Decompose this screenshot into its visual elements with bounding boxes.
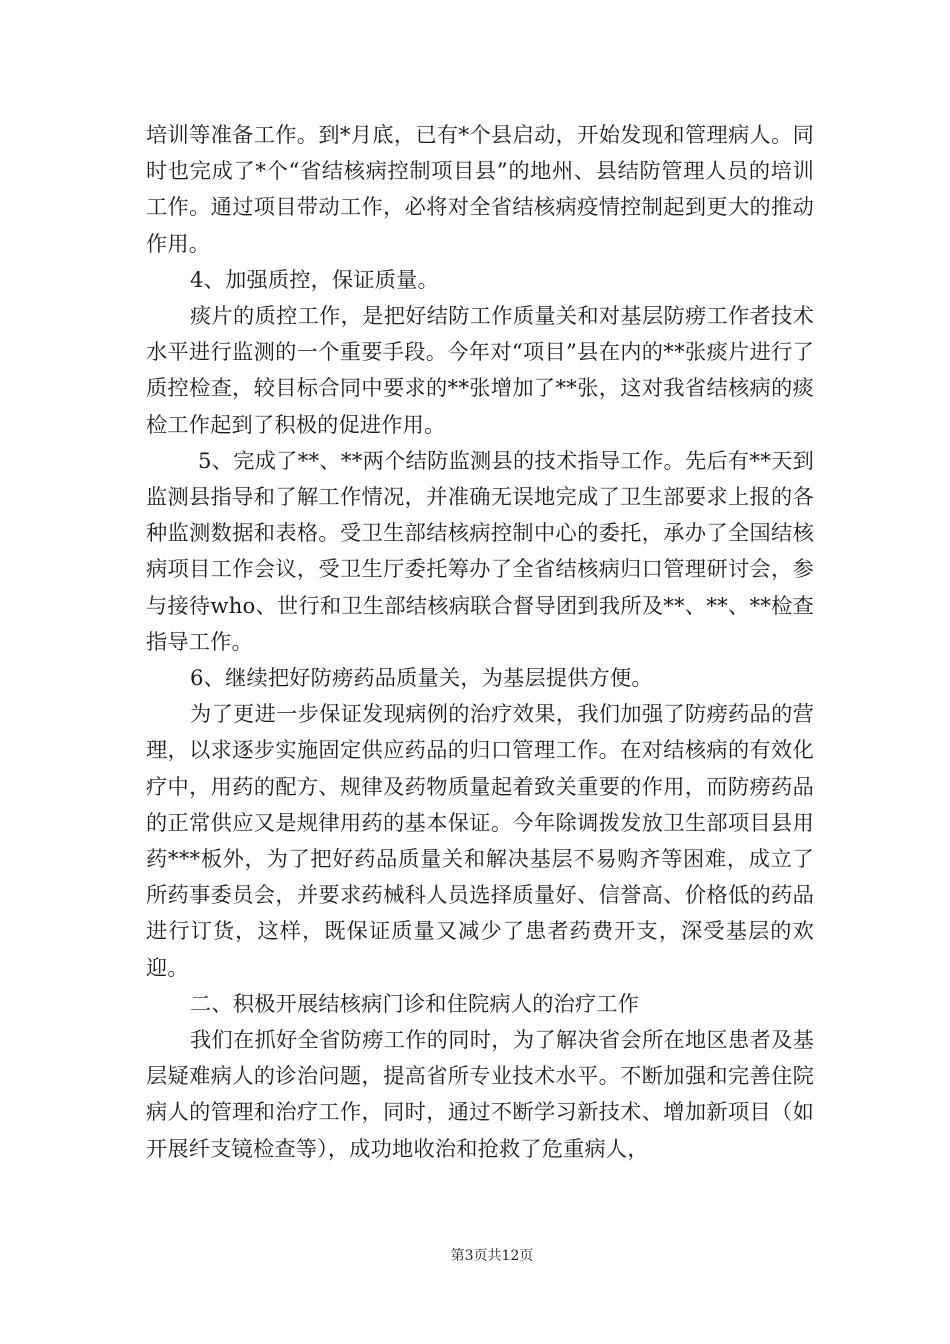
paragraph-monitoring-counties: 5、完成了**、**两个结防监测县的技术指导工作。先后有**天到监测县指导和了解工作情况，并准确无误地完成了卫生部要求上报的各种监测数据和表格。受卫生部结核病控制中心的委托，承办了全国结核病项目工作会议，受卫生厅委托筹办了全省结核病归口管理研讨会，参与接待who、世行和卫生部结核病联合督导团到我所及**、**、**检查指导工作。 — [146, 447, 814, 654]
paragraph-drug-management: 为了更进一步保证发现病例的治疗效果，我们加强了防痨药品的营理，以求逐步实施固定供应药品的归口管理工作。在对结核病的有效化疗中，用药的配方、规律及药物质量起着致关重要的作用，而防痨药品的正常供应又是规律用药的基本保证。今年除调拨发放卫生部项目县用药***板外，为了把好药品质量关和解决基层不易购齐等困难，成立了所药事委员会，并要求药械科人员选择质量好、信誉高、价格低的药品进行订货，这样，既保证质量又减少了患者药费开支，深受基层的欢迎。 — [146, 701, 814, 980]
document-body — [146, 117, 814, 1167]
heading-quality-control: 4、加强质控，保证质量。 — [190, 266, 439, 292]
paragraph-inpatient-care: 我们在抓好全省防痨工作的同时，为了解决省会所在地区患者及基层疑难病人的诊治问题，提高省所专业技术水平。不断加强和完善住院病人的管理和治疗工作，同时，通过不断学习新技术、增加新项目（如开展纤支镜检查等），成功地收治和抢救了危重病人， — [146, 1027, 814, 1161]
paragraph-sputum-qc: 痰片的质控工作，是把好结防工作质量关和对基层防痨工作者技术水平进行监测的一个重要手段。今年对“项目”县在内的**张痰片进行了质控检查，较目标合同中要求的**张增加了**张，这对我省结核病的痰检工作起到了积极的促进作用。 — [146, 303, 814, 437]
paragraph-training-summary: 培训等准备工作。到*月底，已有*个县启动，开始发现和管理病人。同时也完成了*个“省结核病控制项目县”的地州、县结防管理人员的培训工作。通过项目带动工作，必将对全省结核病疫情控制起到更大的推动作用。 — [146, 122, 814, 256]
page-footer: 第3页共12页 — [450, 1248, 534, 1264]
heading-drug-quality: 6、继续把好防痨药品质量关，为基层提供方便。 — [190, 665, 653, 691]
heading-clinic-treatment: 二、积极开展结核病门诊和住院病人的治疗工作 — [190, 990, 640, 1016]
